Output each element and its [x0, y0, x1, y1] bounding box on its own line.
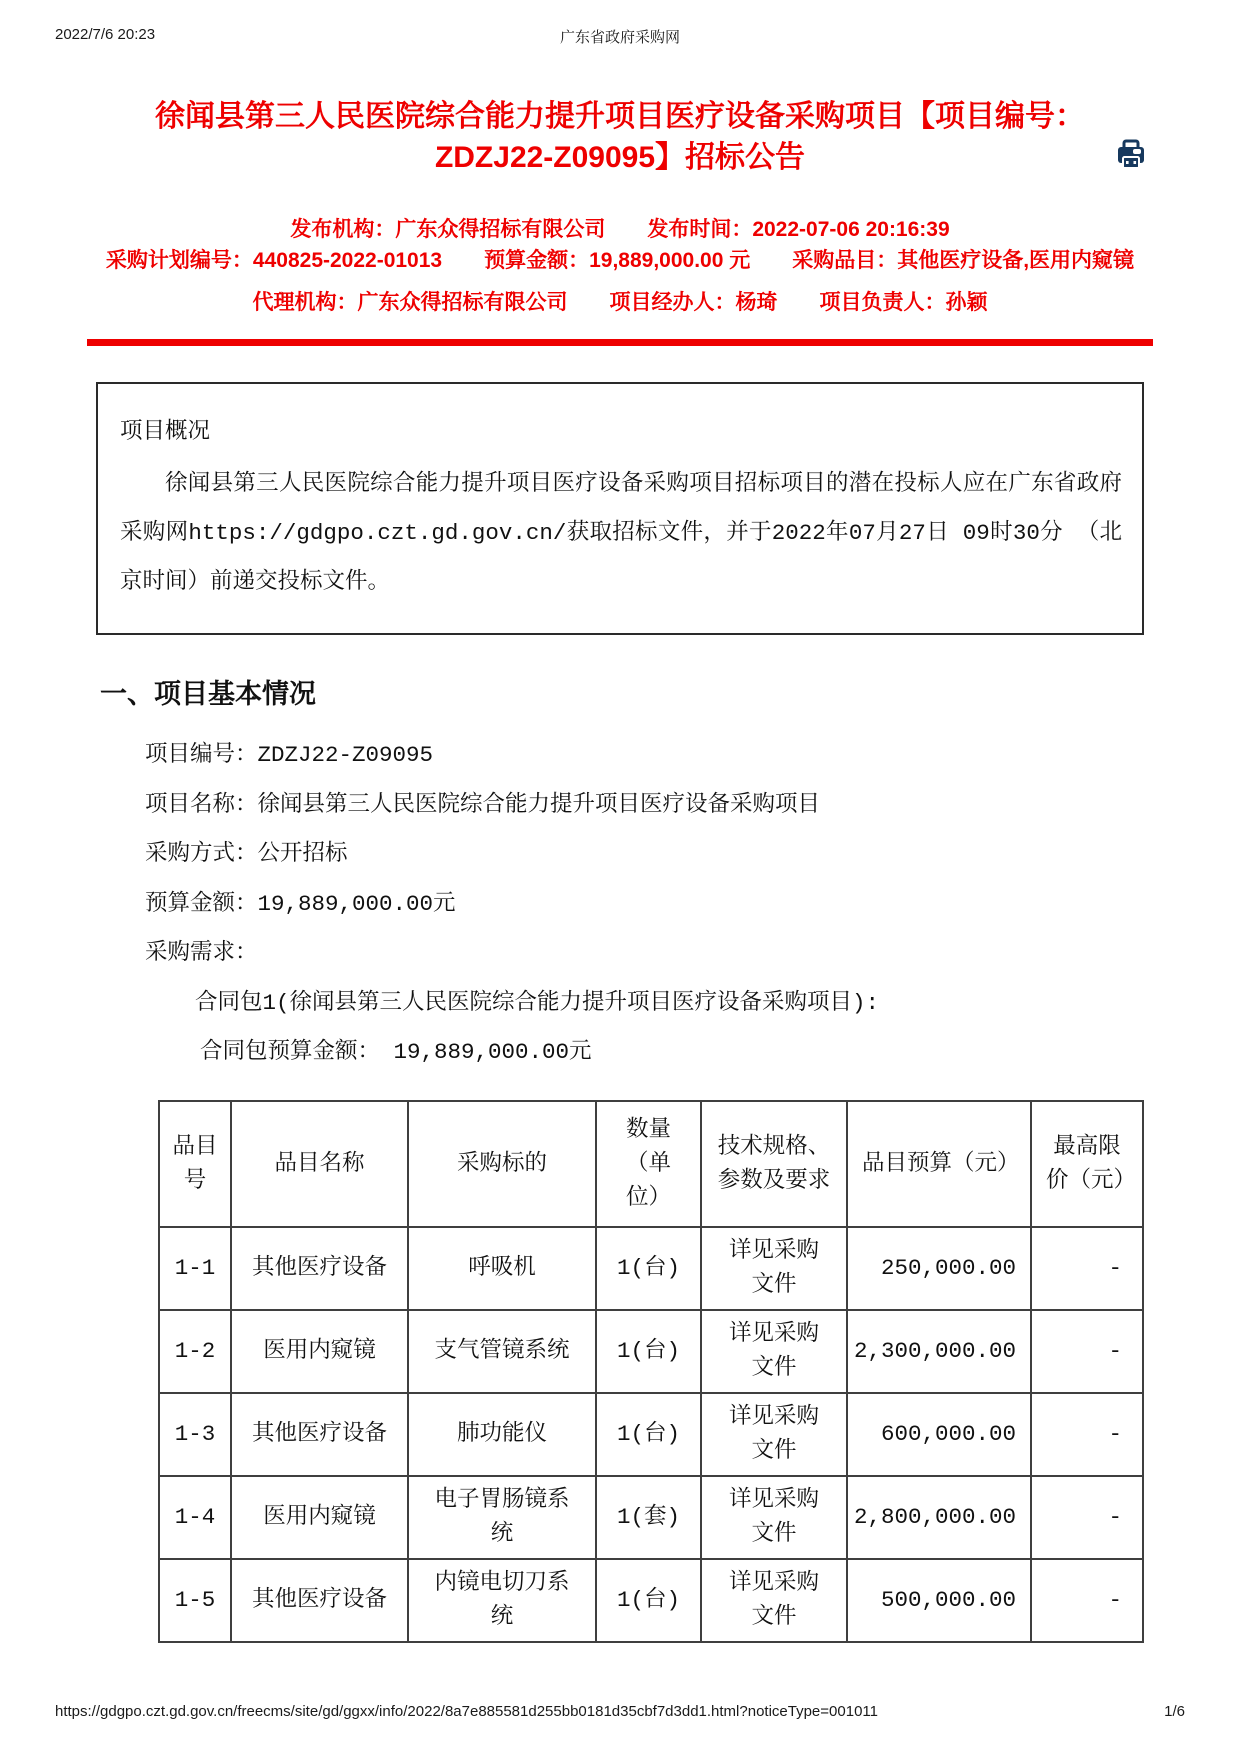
item-name-cell: 医用内窥镜 — [231, 1310, 408, 1393]
contract-budget-line: 合同包预算金额： 19,889,000.00元 — [200, 1039, 592, 1065]
item-name-cell: 其他医疗设备 — [231, 1227, 408, 1310]
header-budget: 品目预算（元） — [847, 1101, 1031, 1227]
browser-print-footer — [0, 1703, 1240, 1720]
header-item-no: 品目号 — [159, 1101, 231, 1227]
item-budget-cell: 2,800,000.00 — [847, 1476, 1031, 1559]
project-overview-box — [96, 382, 1144, 635]
item-budget-cell: 500,000.00 — [847, 1559, 1031, 1642]
table-header-row — [159, 1101, 1143, 1227]
item-max-price-cell: - — [1031, 1476, 1143, 1559]
item-budget-cell: 250,000.00 — [847, 1227, 1031, 1310]
header-item-name: 品目名称 — [231, 1101, 408, 1227]
item-qty-cell: 1(套) — [596, 1476, 701, 1559]
page-number: 1/6 — [1164, 1703, 1185, 1720]
item-name-cell: 其他医疗设备 — [231, 1559, 408, 1642]
header-spec: 技术规格、参数及要求 — [701, 1101, 847, 1227]
site-name: 广东省政府采购网 — [559, 29, 681, 46]
item-spec-cell: 详见采购文件 — [701, 1227, 847, 1310]
item-budget-cell: 600,000.00 — [847, 1393, 1031, 1476]
item-no-cell: 1-4 — [159, 1476, 231, 1559]
printer-icon — [1114, 160, 1148, 175]
contract-package-line: 合同包1(徐闻县第三人民医院综合能力提升项目医疗设备采购项目): — [195, 989, 880, 1016]
item-max-price-cell: - — [1031, 1227, 1143, 1310]
item-no-cell: 1-3 — [159, 1393, 231, 1476]
header-target: 采购标的 — [408, 1101, 596, 1227]
overview-label: 项目概况 — [120, 419, 211, 445]
item-no-cell: 1-5 — [159, 1559, 231, 1642]
table-row — [159, 1227, 1143, 1310]
detail-procurement-method: 采购方式：公开招标 — [145, 841, 348, 867]
item-target-cell: 肺功能仪 — [408, 1393, 596, 1476]
table-row — [159, 1393, 1143, 1476]
item-no-cell: 1-1 — [159, 1227, 231, 1310]
meta-plan-budget-category: 采购计划编号：440825-2022-01013 预算金额：19,889,000.00 元 采购品目：其他医疗设备,医用内窥镜 — [105, 249, 1135, 272]
meta-publisher-and-time: 发布机构：广东众得招标有限公司 发布时间：2022-07-06 20:16:39 — [290, 218, 950, 241]
page-title: 徐闻县第三人民医院综合能力提升项目医疗设备采购项目【项目编号：ZDZJ22-Z09095】招标公告 — [155, 100, 1085, 174]
detail-project-name: 项目名称：徐闻县第三人民医院综合能力提升项目医疗设备采购项目 — [145, 791, 821, 818]
procurement-items-table — [158, 1100, 1144, 1643]
detail-budget-amount: 预算金额：19,889,000.00元 — [145, 890, 456, 917]
item-target-cell: 内镜电切刀系统 — [408, 1559, 596, 1642]
table-row — [159, 1310, 1143, 1393]
item-spec-cell: 详见采购文件 — [701, 1393, 847, 1476]
item-max-price-cell: - — [1031, 1559, 1143, 1642]
item-qty-cell: 1(台) — [596, 1227, 701, 1310]
meta-agency-and-contacts: 代理机构：广东众得招标有限公司 项目经办人：杨琦 项目负责人：孙颖 — [252, 291, 988, 314]
item-max-price-cell: - — [1031, 1393, 1143, 1476]
table-row — [159, 1476, 1143, 1559]
browser-print-header — [0, 0, 1240, 46]
item-spec-cell: 详见采购文件 — [701, 1310, 847, 1393]
print-button[interactable] — [1114, 138, 1148, 172]
item-target-cell: 呼吸机 — [408, 1227, 596, 1310]
project-detail-list — [145, 731, 1240, 1078]
item-spec-cell: 详见采购文件 — [701, 1559, 847, 1642]
item-qty-cell: 1(台) — [596, 1559, 701, 1642]
item-qty-cell: 1(台) — [596, 1393, 701, 1476]
footer-url: https://gdgpo.czt.gd.gov.cn/freecms/site/gd/ggxx/info/2022/8a7e885581d255bb0181d35cbf7d3dd1.html?noticeType=001011 — [55, 1703, 878, 1720]
item-spec-cell: 详见采购文件 — [701, 1476, 847, 1559]
item-budget-cell: 2,300,000.00 — [847, 1310, 1031, 1393]
table-header — [159, 1101, 1143, 1227]
item-qty-cell: 1(台) — [596, 1310, 701, 1393]
red-divider-rule — [87, 339, 1153, 346]
section-heading-basic-info: 一、项目基本情况 — [100, 682, 316, 712]
detail-project-number: 项目编号：ZDZJ22-Z09095 — [145, 742, 434, 768]
announcement-header — [0, 96, 1240, 178]
announcement-meta — [103, 214, 1137, 318]
item-name-cell: 医用内窥镜 — [231, 1476, 408, 1559]
header-quantity: 数量（单位） — [596, 1101, 701, 1227]
overview-paragraph: 徐闻县第三人民医院综合能力提升项目医疗设备采购项目招标项目的潜在投标人应在广东省政府采购网https://gdgpo.czt.gd.gov.cn/获取招标文件，并于2022年07月27日 09时30分 （北京时间）前递交投标文件。 — [120, 471, 1122, 595]
item-no-cell: 1-2 — [159, 1310, 231, 1393]
item-target-cell: 电子胃肠镜系统 — [408, 1476, 596, 1559]
item-name-cell: 其他医疗设备 — [231, 1393, 408, 1476]
header-max-price: 最高限价（元） — [1031, 1101, 1143, 1227]
print-timestamp: 2022/7/6 20:23 — [55, 26, 156, 43]
detail-procurement-demand: 采购需求： — [145, 940, 258, 966]
item-target-cell: 支气管镜系统 — [408, 1310, 596, 1393]
table-row — [159, 1559, 1143, 1642]
item-max-price-cell: - — [1031, 1310, 1143, 1393]
